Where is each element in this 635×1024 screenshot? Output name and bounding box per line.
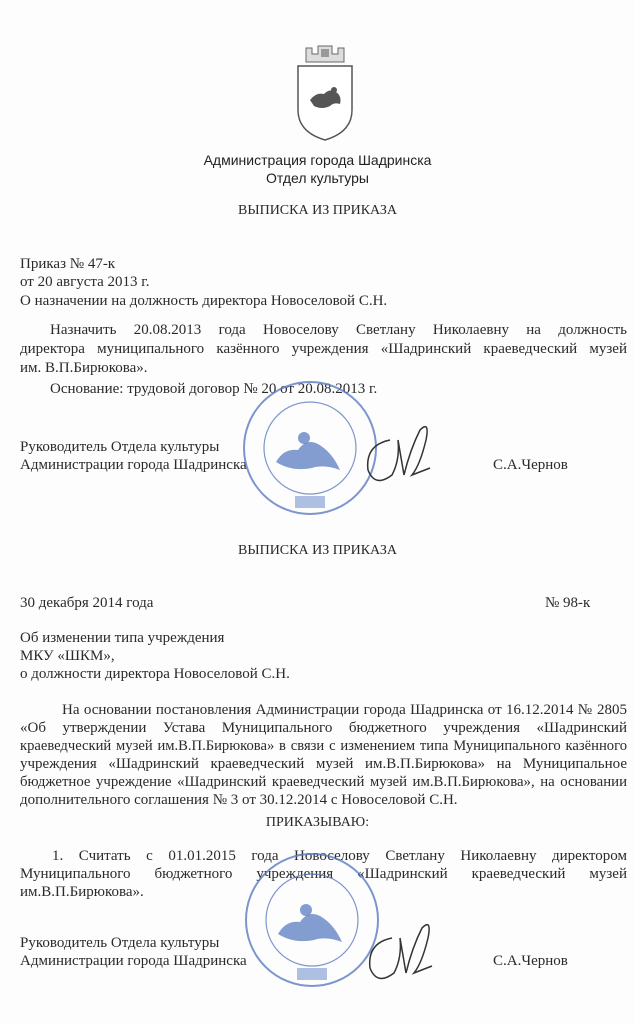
city-coat-of-arms: [292, 40, 358, 142]
body-line: краеведческий музей им.В.П.Бирюкова» в связи с изменением типа Муниципального казённого: [20, 738, 627, 754]
official-stamp: [240, 378, 380, 518]
extract-title-2: ВЫПИСКА ИЗ ПРИКАЗА: [238, 543, 397, 558]
signature: [360, 420, 460, 490]
order-subject-1: О назначении на должность директора Новоселовой С.Н.: [20, 293, 388, 309]
body-line: бюджетное учреждение «Шадринский краеведческий музей им.В.П.Бирюкова», на основании: [20, 774, 627, 790]
body-line: Назначить 20.08.2013 года Новоселову Светлану Николаевну на должность: [50, 322, 627, 338]
subject-line: МКУ «ШКМ»,: [20, 648, 115, 664]
item-line: 1. Считать с 01.01.2015 года Новоселову Светлану Николаевну директором: [52, 848, 627, 864]
body-line: директора муниципального казённого учреждения «Шадринский краеведческий музей: [20, 341, 627, 357]
signature: [362, 918, 462, 988]
subject-line: Об изменении типа учреждения: [20, 630, 225, 646]
signer-name: С.А.Чернов: [493, 457, 568, 473]
signer-title: Администрации города Шадринска: [20, 953, 247, 969]
body-line: На основании постановления Администрации города Шадринска от 16.12.2014 № 2805: [62, 702, 627, 718]
official-stamp: [242, 850, 382, 990]
signer-name: С.А.Чернов: [493, 953, 568, 969]
subject-line: о должности директора Новоселовой С.Н.: [20, 666, 290, 682]
order-word: ПРИКАЗЫВАЮ:: [265, 815, 370, 830]
extract-title-1: ВЫПИСКА ИЗ ПРИКАЗА: [238, 203, 397, 218]
body-line: им. В.П.Бирюкова».: [20, 360, 148, 376]
signer-title: Администрации города Шадринска: [20, 457, 247, 473]
order-basis: Основание: трудовой договор № 20 от 20.08.2013 г.: [50, 381, 378, 397]
order-number-2: № 98-к: [545, 595, 591, 611]
item-line: им.В.П.Бирюкова».: [20, 884, 144, 900]
order-date-2: 30 декабря 2014 года: [20, 595, 154, 611]
body-line: учреждения «Шадринский краеведческий музей им.В.П.Бирюкова» на Муниципальное: [20, 756, 627, 772]
organization-name: Администрация города Шадринска: [203, 152, 432, 168]
signer-title: Руководитель Отдела культуры: [20, 439, 220, 455]
order-number-1: Приказ № 47-к: [20, 256, 116, 272]
department-name: Отдел культуры: [266, 170, 369, 186]
body-line: дополнительного соглашения № 3 от 30.12.2014 с Новоселовой С.Н.: [20, 792, 458, 808]
order-date-1: от 20 августа 2013 г.: [20, 274, 150, 290]
signer-title: Руководитель Отдела культуры: [20, 935, 220, 951]
item-line: Муниципального бюджетного учреждения «Шадринский краеведческий музей: [20, 866, 627, 882]
body-line: «Об утверждении Устава Муниципального бюджетного учреждения «Шадринский: [20, 720, 627, 736]
